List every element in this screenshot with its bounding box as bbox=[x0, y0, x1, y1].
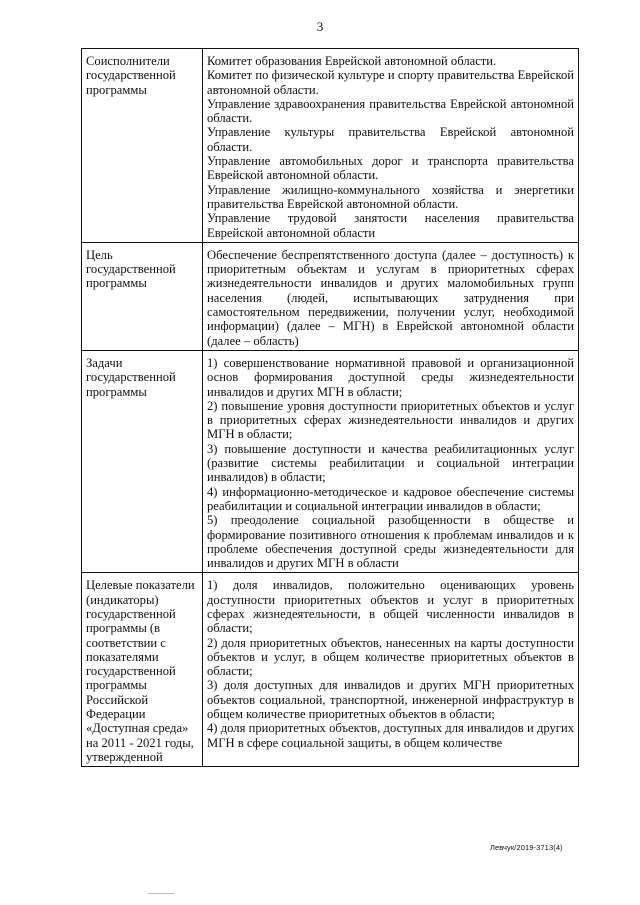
table-row-indicators bbox=[82, 573, 579, 767]
paragraph: 1) совершенствование нормативной правовой и организационной основ формирования доступной среды жизнедеятельности инвалидов и других МГН в области; bbox=[207, 355, 574, 399]
paragraph: 3) доля доступных для инвалидов и других МГН приоритетных объектов социальной, транспортной, инженерной инфраструктур в общем количестве приоритетных объектов в области; bbox=[207, 678, 574, 722]
scan-artifact bbox=[148, 893, 174, 894]
paragraph: Управление здравоохранения правительства Еврейской автономной области. bbox=[207, 96, 574, 126]
paragraph: Комитет по физической культуре и спорту правительства Еврейской автономной области. bbox=[207, 68, 574, 97]
paragraph: Управление трудовой занятости населения правительства Еврейской автономной области bbox=[207, 211, 574, 240]
paragraph: 3) повышение доступности и качества реабилитационных услуг (развитие системы реабилитации и социальной интеграции инвалидов) в области; bbox=[207, 441, 574, 485]
row-content bbox=[203, 573, 579, 767]
row-label: Целевые показатели (индикаторы) государственной программы (в соответствии с показателями государственной программы Российской Федерации «Доступная среда» на 2011 - 2021 годы, утвержденной bbox=[82, 573, 203, 767]
paragraph: 2) доля приоритетных объектов, нанесенных на карты доступности объектов и услуг, в общем количестве приоритетных объектов в области; bbox=[207, 635, 574, 679]
paragraph: Комитет образования Еврейской автономной области. bbox=[207, 54, 497, 68]
table-row-goal bbox=[82, 242, 579, 350]
program-passport-table bbox=[81, 48, 579, 767]
row-content bbox=[203, 49, 579, 243]
paragraph: 5) преодоление социальной разобщенности в обществе и формирование позитивного отношения к проблемам инвалидов и к проблеме обеспечения доступной среды жизнедеятельности для инвалидов и других МГН в области bbox=[207, 513, 574, 571]
paragraph: Обеспечение беспрепятственного доступа (далее – доступность) к приоритетным объектам и услугам в приоритетных сферах жизнедеятельности инвалидов и других маломобильных групп населения (людей, испытывающих затруднения при самостоятельном передвижении, получении услуг, необходимой информации) (далее – МГН) в Еврейской автономной области (далее – область) bbox=[207, 247, 574, 348]
table-row-tasks bbox=[82, 350, 579, 572]
row-label: Соисполнители государственной программы bbox=[82, 49, 203, 243]
row-label: Цель государственной программы bbox=[82, 242, 203, 350]
row-label: Задачи государственной программы bbox=[82, 350, 203, 572]
page-number: 3 bbox=[316, 19, 324, 34]
table-row-coexecutors bbox=[82, 49, 579, 243]
paragraph: 4) информационно-методическое и кадровое обеспечение системы реабилитации и социальной интеграции инвалидов в области; bbox=[207, 484, 574, 513]
document-code: Левчук/2019-3713(4) bbox=[490, 843, 563, 852]
row-content bbox=[203, 242, 579, 350]
paragraph: Управление автомобильных дорог и транспорта правительства Еврейской автономной области. bbox=[207, 154, 574, 183]
row-content bbox=[203, 350, 579, 572]
paragraph: Управление культуры правительства Еврейской автономной области. bbox=[207, 125, 574, 154]
paragraph: 1) доля инвалидов, положительно оценивающих уровень доступности приоритетных объектов и услуг в приоритетных сферах жизнедеятельности, в общей численности инвалидов в области; bbox=[207, 578, 574, 636]
paragraph: 2) повышение уровня доступности приоритетных объектов и услуг в приоритетных сферах жизнедеятельности инвалидов и других МГН в области; bbox=[207, 398, 574, 442]
paragraph: Управление жилищно-коммунального хозяйства и энергетики правительства Еврейской автономной области. bbox=[207, 182, 574, 211]
paragraph: 4) доля приоритетных объектов, доступных для инвалидов и других МГН в сфере социальной защиты, в общем количестве bbox=[207, 721, 574, 750]
